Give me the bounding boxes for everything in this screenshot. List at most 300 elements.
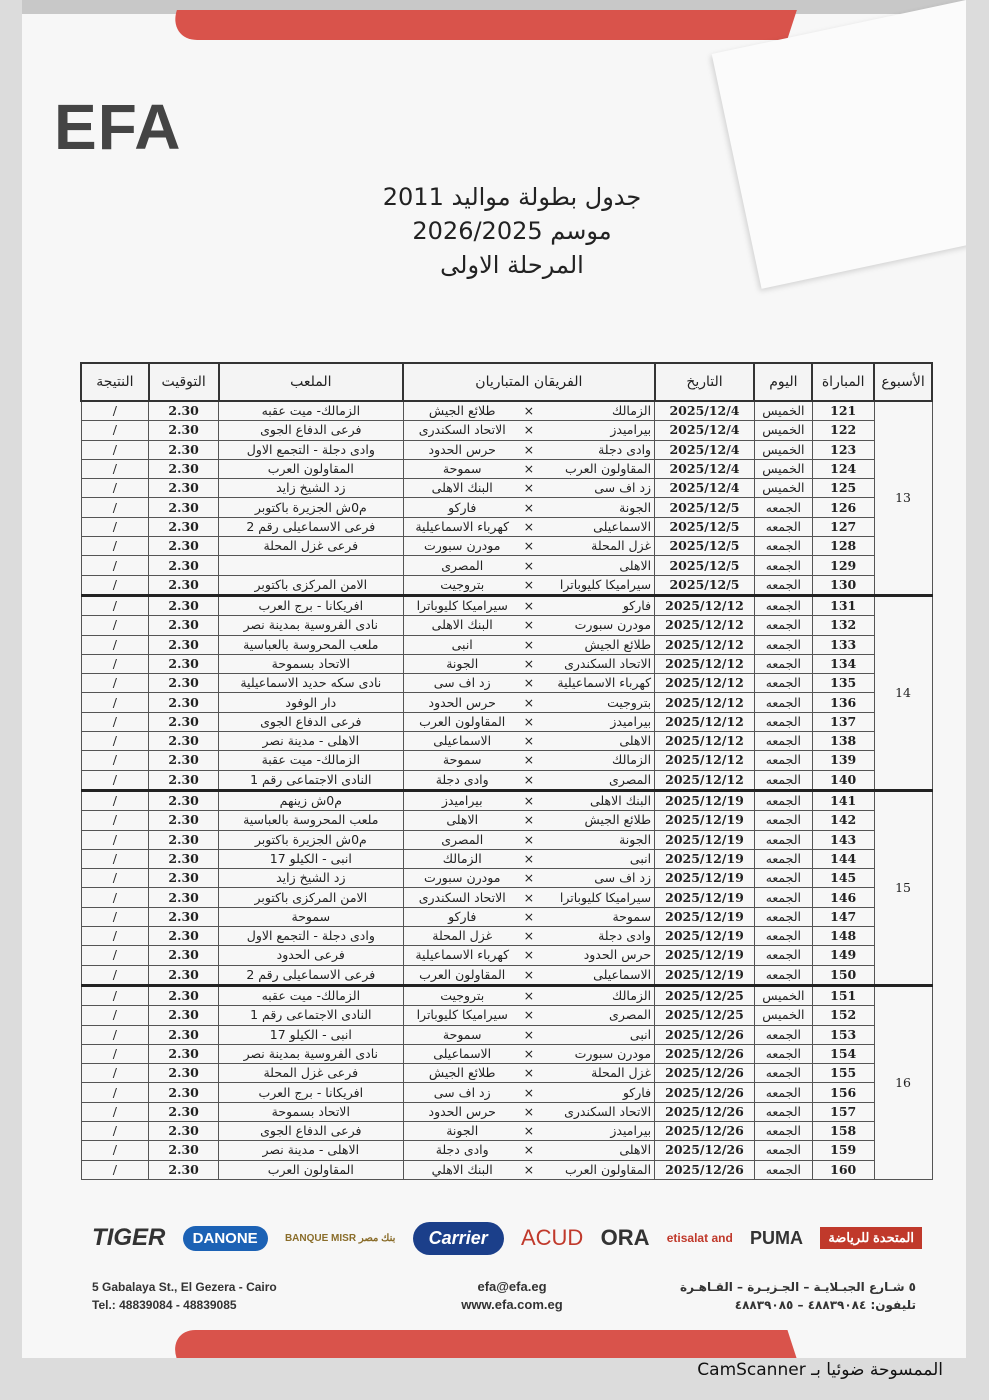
table-row	[81, 498, 932, 517]
table-row	[81, 1160, 932, 1179]
week-number: 13	[874, 401, 932, 595]
match-day: الجمعه	[754, 1141, 812, 1160]
match-day: الجمعه	[754, 674, 812, 693]
week-number: 16	[874, 985, 932, 1179]
match-result: /	[81, 751, 149, 770]
team-away: المصرى	[441, 831, 484, 847]
match-result: /	[81, 869, 149, 888]
match-number: 155	[812, 1064, 874, 1083]
match-date: 2025/12/5	[655, 575, 755, 595]
match-day: الخميس	[754, 479, 812, 498]
match-number: 129	[812, 556, 874, 575]
footer-website[interactable]: www.efa.com.eg	[461, 1297, 563, 1312]
team-home: المصرى	[609, 1007, 652, 1023]
table-row	[81, 751, 932, 770]
match-result: /	[81, 479, 149, 498]
team-away: فاركو	[448, 908, 477, 924]
match-result: /	[81, 830, 149, 849]
match-day: الجمعه	[754, 1064, 812, 1083]
team-away: الاسماعيلى	[433, 733, 492, 749]
table-row	[81, 712, 932, 731]
match-teams	[403, 537, 654, 556]
footer-arabic	[680, 1278, 916, 1314]
match-date: 2025/12/12	[655, 674, 755, 693]
table-row	[81, 1121, 932, 1140]
match-venue: ملعب المحروسة بالعباسية	[219, 635, 404, 654]
team-home: المصرى	[609, 771, 652, 787]
match-time: 2.30	[149, 537, 219, 556]
match-teams	[403, 1044, 654, 1063]
match-teams	[403, 927, 654, 946]
match-time: 2.30	[149, 401, 219, 421]
title-stage: المرحلة الاولى	[440, 251, 584, 279]
match-date: 2025/12/19	[655, 849, 755, 868]
team-home: بتروجيت	[607, 694, 652, 710]
table-row	[81, 401, 932, 421]
match-date: 2025/12/4	[655, 421, 755, 440]
match-time: 2.30	[149, 616, 219, 635]
team-home: سيراميكا كليوباترا	[559, 576, 652, 592]
match-teams	[403, 1006, 654, 1025]
match-venue: النادى الاجتماعى رقم 1	[219, 770, 404, 790]
match-teams	[403, 556, 654, 575]
match-teams	[403, 1121, 654, 1140]
match-result: /	[81, 1006, 149, 1025]
match-day: الجمعه	[754, 1083, 812, 1102]
match-time: 2.30	[149, 635, 219, 654]
match-venue: النادى الاجتماعى رقم 1	[219, 1006, 404, 1025]
match-venue: زد الشيخ زايد	[219, 479, 404, 498]
table-row	[81, 595, 932, 615]
match-date: 2025/12/26	[655, 1025, 755, 1044]
team-home: الجونة	[619, 499, 652, 515]
match-result: /	[81, 907, 149, 926]
match-result: /	[81, 595, 149, 615]
match-time: 2.30	[149, 888, 219, 907]
team-home: الاهلى	[619, 557, 652, 573]
team-away: الاسماعيلى	[433, 1045, 492, 1061]
team-home: حرس الحدود	[583, 947, 652, 963]
match-teams	[403, 732, 654, 751]
match-number: 157	[812, 1102, 874, 1121]
camscanner-watermark: الممسوحة ضوئيا بـ CamScanner	[697, 1360, 943, 1380]
match-venue: فرعى الاسماعيلى رقم 2	[219, 965, 404, 985]
team-away: وادى دجلة	[435, 771, 489, 787]
match-venue: افريكانا - برج العرب	[219, 595, 404, 615]
sponsor-mot: المتحدة للرياضة	[820, 1227, 922, 1249]
match-venue: نادى سكه حديد الاسماعيلية	[219, 674, 404, 693]
match-date: 2025/12/4	[655, 459, 755, 478]
match-teams	[403, 421, 654, 440]
team-home: انبى	[629, 1026, 652, 1042]
team-away: حرس الحدود	[428, 1103, 496, 1119]
team-away: بيراميدز	[441, 793, 483, 809]
sponsor-puma: PUMA	[750, 1227, 804, 1248]
match-venue	[219, 556, 404, 575]
table-row	[81, 1083, 932, 1102]
match-teams	[403, 965, 654, 985]
table-row	[81, 575, 932, 595]
match-time: 2.30	[149, 674, 219, 693]
table-row	[81, 1006, 932, 1025]
match-number: 141	[812, 790, 874, 810]
table-row	[81, 811, 932, 830]
team-away: الاتحاد السكندرى	[418, 422, 506, 438]
match-time: 2.30	[149, 654, 219, 673]
table-row	[81, 732, 932, 751]
match-result: /	[81, 517, 149, 536]
vs-mark: ×	[523, 598, 535, 614]
team-away: غزل المحلة	[432, 928, 493, 944]
team-home: مودرن سبورت	[574, 617, 652, 633]
match-teams	[403, 1025, 654, 1044]
match-result: /	[81, 537, 149, 556]
match-day: الجمعه	[754, 537, 812, 556]
match-time: 2.30	[149, 575, 219, 595]
match-date: 2025/12/26	[655, 1064, 755, 1083]
match-result: /	[81, 965, 149, 985]
match-teams	[403, 616, 654, 635]
team-home: وادى دجلة	[598, 928, 652, 944]
vs-mark: ×	[523, 812, 535, 828]
table-row	[81, 693, 932, 712]
match-venue: فرعى الدفاع الجوى	[219, 1121, 404, 1140]
team-away: مودرن سبورت	[423, 870, 501, 886]
match-date: 2025/12/19	[655, 830, 755, 849]
table-row	[81, 1064, 932, 1083]
team-home: الاهلى	[619, 733, 652, 749]
match-venue: فرعى الدفاع الجوى	[219, 421, 404, 440]
match-result: /	[81, 1121, 149, 1140]
vs-mark: ×	[523, 557, 535, 573]
match-date: 2025/12/4	[655, 440, 755, 459]
match-day: الجمعه	[754, 654, 812, 673]
match-teams	[403, 985, 654, 1005]
match-time: 2.30	[149, 1006, 219, 1025]
match-day: الخميس	[754, 440, 812, 459]
team-home: الزمالك	[612, 403, 652, 419]
match-venue: سموحة	[219, 907, 404, 926]
table-row	[81, 556, 932, 575]
team-away: كهرباء الاسماعيلية	[415, 947, 510, 963]
header-date: التاريخ	[655, 363, 755, 401]
match-date: 2025/12/12	[655, 654, 755, 673]
match-number: 147	[812, 907, 874, 926]
match-number: 146	[812, 888, 874, 907]
team-away: الجونة	[446, 1123, 479, 1139]
team-away: سموحة	[442, 461, 482, 477]
vs-mark: ×	[523, 733, 535, 749]
match-teams	[403, 1064, 654, 1083]
match-time: 2.30	[149, 1160, 219, 1179]
team-home: مودرن سبورت	[574, 1045, 652, 1061]
match-date: 2025/12/12	[655, 732, 755, 751]
vs-mark: ×	[523, 441, 535, 457]
table-row	[81, 616, 932, 635]
team-home: انبى	[629, 850, 652, 866]
document-page	[22, 0, 966, 1358]
vs-mark: ×	[523, 636, 535, 652]
match-venue: نادى الفروسية بمدينة نصر	[219, 1044, 404, 1063]
vs-mark: ×	[523, 793, 535, 809]
vs-mark: ×	[523, 694, 535, 710]
title-championship: جدول بطولة مواليد 2011	[382, 183, 642, 211]
vs-mark: ×	[523, 461, 535, 477]
header-time: التوقيت	[149, 363, 219, 401]
match-day: الجمعه	[754, 1044, 812, 1063]
match-number: 132	[812, 616, 874, 635]
table-row	[81, 440, 932, 459]
team-away: كهرباء الاسماعيلية	[415, 518, 510, 534]
match-number: 153	[812, 1025, 874, 1044]
vs-mark: ×	[523, 1026, 535, 1042]
match-time: 2.30	[149, 693, 219, 712]
team-home: بيراميدز	[610, 713, 652, 729]
vs-mark: ×	[523, 889, 535, 905]
vs-mark: ×	[523, 675, 535, 691]
match-number: 127	[812, 517, 874, 536]
match-result: /	[81, 946, 149, 965]
match-number: 134	[812, 654, 874, 673]
vs-mark: ×	[523, 713, 535, 729]
schedule-table	[80, 362, 933, 1180]
team-away: حرس الحدود	[428, 694, 496, 710]
match-venue: الاهلى - مدينة نصر	[219, 732, 404, 751]
match-venue: الاتحاد بسموحة	[219, 1102, 404, 1121]
match-number: 144	[812, 849, 874, 868]
match-result: /	[81, 888, 149, 907]
match-venue: المقاولون العرب	[219, 459, 404, 478]
match-number: 121	[812, 401, 874, 421]
match-venue: الامن المركزى باكتوبر	[219, 575, 404, 595]
sponsor-etisalat: etisalat and	[666, 1231, 733, 1245]
match-date: 2025/12/26	[655, 1160, 755, 1179]
match-date: 2025/12/5	[655, 517, 755, 536]
match-venue: فرعى الاسماعيلى رقم 2	[219, 517, 404, 536]
match-date: 2025/12/19	[655, 811, 755, 830]
match-day: الجمعه	[754, 790, 812, 810]
match-day: الجمعه	[754, 693, 812, 712]
team-away: سموحة	[442, 1026, 482, 1042]
sponsor-ora: ORA	[600, 1225, 650, 1250]
sponsor-strip	[92, 1212, 922, 1264]
team-home: الاسماعيلى	[593, 966, 652, 982]
match-time: 2.30	[149, 498, 219, 517]
match-day: الجمعه	[754, 732, 812, 751]
team-away: فاركو	[448, 499, 477, 515]
match-teams	[403, 849, 654, 868]
match-result: /	[81, 674, 149, 693]
team-away: سموحة	[442, 752, 482, 768]
match-day: الجمعه	[754, 770, 812, 790]
match-day: الخميس	[754, 1006, 812, 1025]
table-row	[81, 869, 932, 888]
vs-mark: ×	[523, 870, 535, 886]
match-number: 160	[812, 1160, 874, 1179]
match-result: /	[81, 790, 149, 810]
table-row	[81, 927, 932, 946]
match-date: 2025/12/12	[655, 635, 755, 654]
match-time: 2.30	[149, 459, 219, 478]
match-venue: الامن المركزى باكتوبر	[219, 888, 404, 907]
match-date: 2025/12/19	[655, 790, 755, 810]
vs-mark: ×	[523, 752, 535, 768]
match-number: 145	[812, 869, 874, 888]
match-result: /	[81, 1102, 149, 1121]
match-day: الخميس	[754, 401, 812, 421]
vs-mark: ×	[523, 1103, 535, 1119]
match-number: 131	[812, 595, 874, 615]
team-away: وادى دجلة	[435, 1142, 489, 1158]
match-result: /	[81, 693, 149, 712]
vs-mark: ×	[523, 499, 535, 515]
match-time: 2.30	[149, 849, 219, 868]
match-venue: م0ش زينهم	[219, 790, 404, 810]
match-day: الجمعه	[754, 869, 812, 888]
match-teams	[403, 770, 654, 790]
footer-email[interactable]: efa@efa.eg	[477, 1279, 547, 1294]
match-time: 2.30	[149, 421, 219, 440]
match-result: /	[81, 770, 149, 790]
team-away: الاتحاد السكندرى	[418, 889, 506, 905]
match-venue: انبى - الكيلو 17	[219, 1025, 404, 1044]
table-row	[81, 537, 932, 556]
match-venue: زد الشيخ زايد	[219, 869, 404, 888]
team-home: المقاولون العرب	[565, 1161, 652, 1177]
match-result: /	[81, 401, 149, 421]
match-venue: انبى - الكيلو 17	[219, 849, 404, 868]
match-time: 2.30	[149, 830, 219, 849]
team-home: فاركو	[622, 1084, 652, 1100]
match-day: الجمعه	[754, 517, 812, 536]
match-date: 2025/12/19	[655, 869, 755, 888]
match-date: 2025/12/12	[655, 616, 755, 635]
vs-mark: ×	[523, 1123, 535, 1139]
match-venue: وادى دجلة - التجمع الاول	[219, 927, 404, 946]
match-number: 143	[812, 830, 874, 849]
match-venue: دار الوفود	[219, 693, 404, 712]
header-venue: الملعب	[219, 363, 404, 401]
match-date: 2025/12/26	[655, 1141, 755, 1160]
match-result: /	[81, 985, 149, 1005]
footer-contact	[442, 1278, 582, 1314]
match-venue: فرعى غزل المحلة	[219, 537, 404, 556]
table-row	[81, 1044, 932, 1063]
match-result: /	[81, 849, 149, 868]
team-home: الزمالك	[612, 752, 652, 768]
vs-mark: ×	[523, 656, 535, 671]
match-number: 130	[812, 575, 874, 595]
match-day: الجمعه	[754, 556, 812, 575]
table-row	[81, 1141, 932, 1160]
vs-mark: ×	[523, 518, 535, 534]
match-teams	[403, 479, 654, 498]
top-red-band	[167, 10, 797, 40]
match-date: 2025/12/5	[655, 498, 755, 517]
match-number: 126	[812, 498, 874, 517]
footer-english	[92, 1278, 277, 1314]
header-match: المباراة	[812, 363, 874, 401]
table-header-row	[81, 363, 932, 401]
match-date: 2025/12/12	[655, 770, 755, 790]
table-row	[81, 985, 932, 1005]
match-number: 152	[812, 1006, 874, 1025]
match-date: 2025/12/12	[655, 595, 755, 615]
match-result: /	[81, 927, 149, 946]
match-number: 137	[812, 712, 874, 731]
match-date: 2025/12/19	[655, 946, 755, 965]
match-venue: الزمالك- ميت عقبه	[219, 985, 404, 1005]
match-day: الجمعه	[754, 907, 812, 926]
match-number: 135	[812, 674, 874, 693]
vs-mark: ×	[523, 538, 535, 554]
match-number: 125	[812, 479, 874, 498]
team-home: الاهلى	[619, 1142, 652, 1158]
match-day: الجمعه	[754, 811, 812, 830]
title-season: موسم 2026/2025	[412, 217, 612, 245]
vs-mark: ×	[523, 1065, 535, 1081]
match-venue: الزمالك- ميت عقبه	[219, 401, 404, 421]
match-time: 2.30	[149, 479, 219, 498]
match-venue: فرعى غزل المحلة	[219, 1064, 404, 1083]
match-teams	[403, 830, 654, 849]
team-home: سيراميكا كليوباترا	[559, 889, 652, 905]
match-day: الجمعه	[754, 946, 812, 965]
match-venue: الزمالك- ميت عقبة	[219, 751, 404, 770]
team-away: حرس الحدود	[428, 441, 496, 457]
team-home: وادى دجلة	[598, 441, 652, 457]
match-time: 2.30	[149, 440, 219, 459]
match-day: الجمعه	[754, 1025, 812, 1044]
team-away: الزمالك	[442, 850, 482, 866]
match-teams	[403, 693, 654, 712]
match-number: 148	[812, 927, 874, 946]
team-away: زد اف سى	[433, 675, 491, 691]
team-away: الجونة	[446, 656, 479, 671]
match-result: /	[81, 1064, 149, 1083]
match-number: 138	[812, 732, 874, 751]
match-time: 2.30	[149, 985, 219, 1005]
table-row	[81, 421, 932, 440]
match-day: الجمعه	[754, 616, 812, 635]
match-day: الخميس	[754, 985, 812, 1005]
match-teams	[403, 575, 654, 595]
team-away: بتروجيت	[440, 988, 485, 1004]
match-venue: افريكانا - برج العرب	[219, 1083, 404, 1102]
match-day: الجمعه	[754, 849, 812, 868]
match-teams	[403, 811, 654, 830]
match-number: 159	[812, 1141, 874, 1160]
match-number: 142	[812, 811, 874, 830]
team-away: المقاولون العرب	[419, 713, 506, 729]
vs-mark: ×	[523, 1084, 535, 1100]
match-teams	[403, 440, 654, 459]
match-result: /	[81, 811, 149, 830]
team-home: الاسماعيلى	[593, 518, 652, 534]
match-teams	[403, 712, 654, 731]
table-row	[81, 459, 932, 478]
match-result: /	[81, 732, 149, 751]
match-date: 2025/12/12	[655, 712, 755, 731]
match-time: 2.30	[149, 732, 219, 751]
team-away: البنك الاهلى	[431, 617, 493, 633]
vs-mark: ×	[523, 831, 535, 847]
vs-mark: ×	[523, 576, 535, 592]
match-time: 2.30	[149, 595, 219, 615]
match-teams	[403, 517, 654, 536]
match-number: 150	[812, 965, 874, 985]
team-home: طلائع الجيش	[584, 636, 652, 652]
